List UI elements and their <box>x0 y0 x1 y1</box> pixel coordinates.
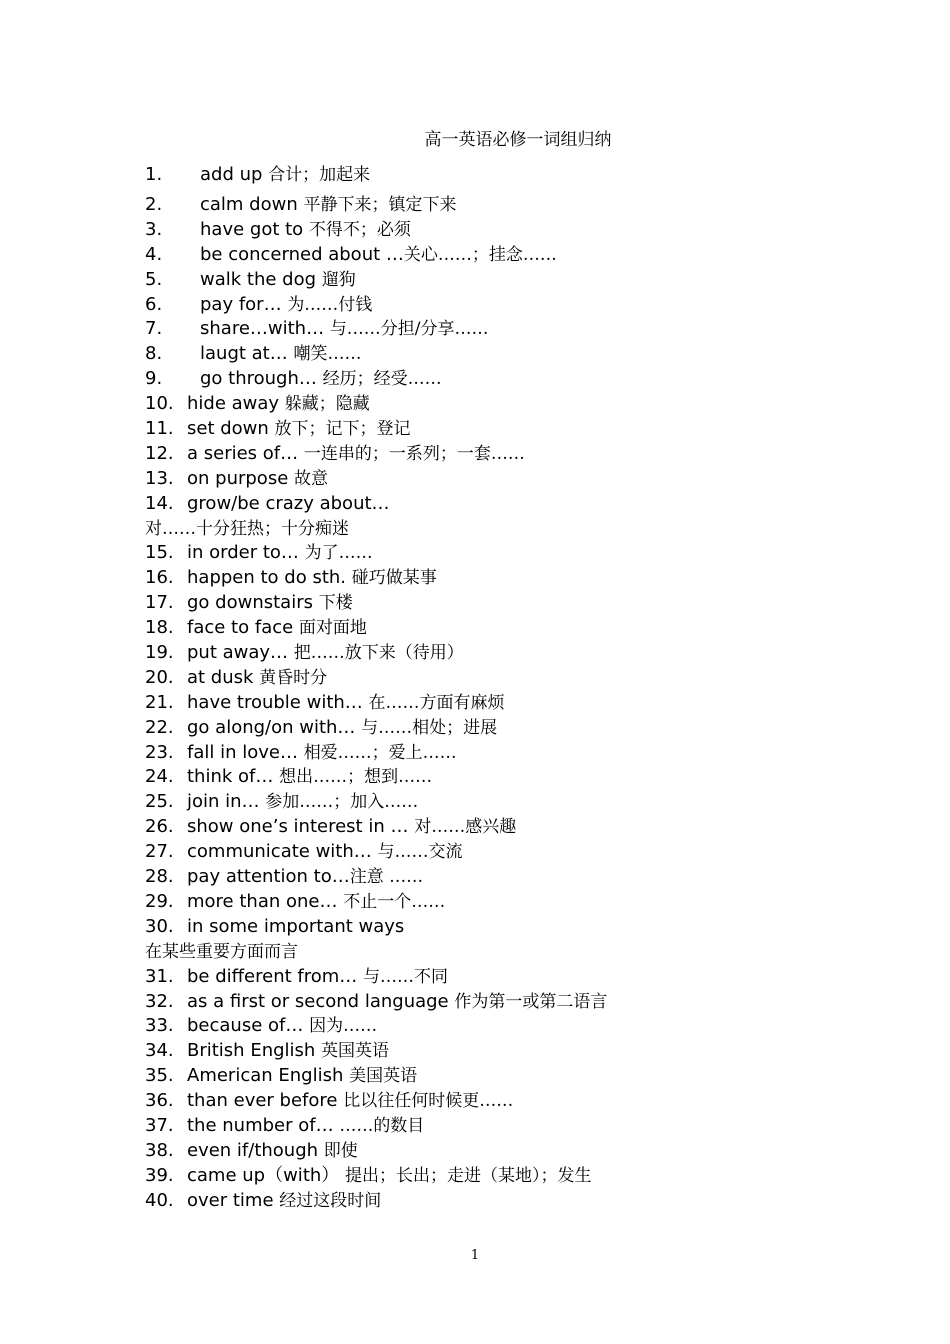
english-phrase: laugt at… <box>200 343 294 365</box>
item-number: 1. <box>145 164 163 185</box>
list-item <box>145 990 905 1015</box>
list-item <box>145 417 905 442</box>
english-phrase: put away… <box>187 642 294 664</box>
list-item <box>145 243 905 268</box>
item-number: 17. <box>145 592 174 614</box>
chinese-meaning: 与……不同 <box>363 966 449 987</box>
english-phrase: be different from… <box>187 965 364 987</box>
english-phrase: set down <box>187 418 275 440</box>
item-number: 26. <box>145 816 174 838</box>
chinese-meaning-wrapped: 对……十分狂热；十分痴迷 <box>145 518 349 539</box>
item-number: 32. <box>145 990 174 1012</box>
item-number: 6. <box>145 293 163 315</box>
list-item <box>145 840 905 865</box>
chinese-meaning: 面对面地 <box>298 618 367 639</box>
chinese-meaning: 与……分担/分享…… <box>329 319 489 340</box>
english-phrase: at dusk <box>187 666 260 688</box>
chinese-meaning: 即使 <box>323 1140 358 1161</box>
item-number: 28. <box>145 866 174 888</box>
item-number: 19. <box>145 642 174 664</box>
english-phrase: face to face <box>187 617 299 639</box>
chinese-meaning: 对……感兴趣 <box>414 817 517 838</box>
item-number: 11. <box>145 418 174 440</box>
list-item <box>145 666 905 691</box>
chinese-meaning: 注意 …… <box>349 867 424 888</box>
english-phrase: came up（with） <box>187 1164 346 1186</box>
english-phrase: over time <box>187 1189 280 1211</box>
item-number: 38. <box>145 1139 174 1161</box>
chinese-meaning: 下楼 <box>318 593 353 614</box>
english-phrase: American English <box>187 1065 350 1087</box>
item-number: 10. <box>145 393 174 415</box>
english-phrase: think of… <box>187 766 280 788</box>
chinese-meaning-wrapped: 在某些重要方面而言 <box>145 941 298 962</box>
item-number: 3. <box>145 218 163 240</box>
item-number: 35. <box>145 1065 174 1087</box>
item-number: 4. <box>145 243 163 265</box>
list-item <box>145 741 905 766</box>
item-number: 34. <box>145 1040 174 1062</box>
list-item <box>145 467 905 492</box>
chinese-meaning: 英国英语 <box>321 1041 390 1062</box>
english-phrase: than ever before <box>187 1090 344 1112</box>
english-phrase: the number of… <box>187 1114 340 1136</box>
list-item <box>145 442 905 467</box>
document-title: 高一英语必修一词组归纳 <box>424 130 612 150</box>
chinese-meaning: 相爱……；爱上…… <box>303 742 457 763</box>
english-phrase: British English <box>187 1040 322 1062</box>
item-number: 5. <box>145 268 163 290</box>
chinese-meaning: 提出；长出；走进（某地）；发生 <box>345 1165 592 1186</box>
item-number: 13. <box>145 467 174 489</box>
english-phrase: more than one… <box>187 890 344 912</box>
item-number: 30. <box>145 915 174 937</box>
list-item <box>145 293 905 318</box>
list-item <box>145 342 905 367</box>
english-phrase: communicate with… <box>187 841 378 863</box>
english-phrase: in order to… <box>187 542 305 564</box>
english-phrase: join in… <box>187 791 266 813</box>
english-phrase: be concerned about … <box>200 243 404 265</box>
chinese-meaning: 与……交流 <box>377 842 463 863</box>
chinese-meaning: 经过这段时间 <box>279 1190 382 1211</box>
chinese-meaning: 不得不；必须 <box>308 219 411 240</box>
list-item <box>145 392 905 417</box>
list-item <box>145 193 905 218</box>
english-phrase: even if/though <box>187 1139 324 1161</box>
chinese-meaning: 黄昏时分 <box>259 667 328 688</box>
item-number: 22. <box>145 716 174 738</box>
list-item <box>145 492 905 517</box>
item-number: 2. <box>145 194 163 215</box>
item-number: 18. <box>145 617 174 639</box>
item-number: 36. <box>145 1090 174 1112</box>
list-item <box>145 1089 905 1114</box>
list-item <box>145 1064 905 1089</box>
item-number: 9. <box>145 368 163 390</box>
chinese-meaning: 想出……；想到…… <box>279 767 433 788</box>
item-number: 21. <box>145 691 174 713</box>
english-phrase: go downstairs <box>187 592 319 614</box>
english-phrase: pay for… <box>200 293 288 315</box>
list-item <box>145 1139 905 1164</box>
chinese-meaning: 美国英语 <box>349 1066 418 1087</box>
item-number: 7. <box>145 318 163 340</box>
chinese-meaning: 把……放下来（待用） <box>293 643 464 664</box>
english-phrase: a series of… <box>187 442 304 464</box>
list-item <box>145 591 905 616</box>
chinese-meaning: 不止一个…… <box>343 891 446 912</box>
english-phrase: go along/on with… <box>187 716 362 738</box>
list-item <box>145 566 905 591</box>
list-item <box>145 268 905 293</box>
english-phrase: pay attention to… <box>187 866 350 888</box>
item-number: 39. <box>145 1164 174 1186</box>
list-item <box>145 1114 905 1139</box>
list-item <box>145 1039 905 1064</box>
chinese-meaning: 平静下来；镇定下来 <box>303 195 457 215</box>
english-phrase: add up <box>200 164 269 185</box>
english-phrase: on purpose <box>187 467 294 489</box>
english-phrase: hide away <box>187 393 285 415</box>
english-phrase: in some important ways <box>187 915 405 937</box>
english-phrase: calm down <box>200 194 304 215</box>
list-item <box>145 765 905 790</box>
chinese-meaning: 参加……；加入…… <box>265 792 419 813</box>
list-item <box>145 160 905 193</box>
item-number: 24. <box>145 766 174 788</box>
list-item <box>145 865 905 890</box>
list-item <box>145 965 905 990</box>
chinese-meaning: 关心……；挂念…… <box>403 244 557 265</box>
list-item <box>145 1014 905 1039</box>
chinese-meaning: 合计；加起来 <box>268 165 371 185</box>
chinese-meaning: 在……方面有麻烦 <box>368 692 505 713</box>
english-phrase: because of… <box>187 1015 310 1037</box>
chinese-meaning: 放下；记下；登记 <box>274 419 411 440</box>
page-number: 1 <box>470 1248 480 1263</box>
english-phrase: as a first or second language <box>187 990 455 1012</box>
english-phrase: have got to <box>200 218 309 240</box>
list-item <box>145 616 905 641</box>
english-phrase: happen to do sth. <box>187 567 352 589</box>
list-item <box>145 790 905 815</box>
item-number: 16. <box>145 567 174 589</box>
list-item <box>145 915 905 940</box>
chinese-meaning: 与……相处；进展 <box>361 717 498 738</box>
chinese-meaning: 因为…… <box>309 1016 378 1037</box>
chinese-meaning: 故意 <box>294 468 328 489</box>
item-number: 20. <box>145 666 174 688</box>
item-number: 15. <box>145 542 174 564</box>
list-item <box>145 541 905 566</box>
list-item <box>145 1189 905 1214</box>
list-item <box>145 317 905 342</box>
chinese-meaning: 经历；经受…… <box>322 369 442 390</box>
english-phrase: go through… <box>200 368 323 390</box>
list-item <box>145 218 905 243</box>
chinese-meaning: 一连串的；一系列；一套…… <box>303 443 525 464</box>
item-number: 8. <box>145 343 163 365</box>
item-number: 31. <box>145 965 174 987</box>
chinese-meaning: 嘲笑…… <box>293 344 362 365</box>
english-phrase: fall in love… <box>187 741 304 763</box>
item-number: 29. <box>145 890 174 912</box>
list-item <box>145 1164 905 1189</box>
phrase-list <box>145 160 905 1214</box>
item-number: 23. <box>145 741 174 763</box>
english-phrase: have trouble with… <box>187 691 369 713</box>
item-number: 40. <box>145 1189 174 1211</box>
chinese-meaning: 比以往任何时候更…… <box>343 1091 514 1112</box>
chinese-meaning: 躲藏；隐藏 <box>284 394 370 415</box>
list-item <box>145 641 905 666</box>
item-number: 12. <box>145 442 174 464</box>
chinese-meaning: 为……付钱 <box>287 294 373 315</box>
item-number: 25. <box>145 791 174 813</box>
chinese-meaning: 碰巧做某事 <box>351 568 437 589</box>
english-phrase: show one’s interest in … <box>187 816 415 838</box>
list-item <box>145 815 905 840</box>
list-item <box>145 890 905 915</box>
list-item <box>145 691 905 716</box>
english-phrase: grow/be crazy about… <box>187 492 390 514</box>
chinese-meaning: 作为第一或第二语言 <box>454 991 608 1012</box>
list-item <box>145 716 905 741</box>
english-phrase: walk the dog <box>200 268 322 290</box>
chinese-meaning: 遛狗 <box>321 269 356 290</box>
english-phrase: share…with… <box>200 318 330 340</box>
item-number: 33. <box>145 1015 174 1037</box>
chinese-meaning: ……的数目 <box>339 1115 425 1136</box>
list-item <box>145 367 905 392</box>
item-number: 14. <box>145 492 174 514</box>
item-number: 27. <box>145 841 174 863</box>
item-number: 37. <box>145 1114 174 1136</box>
chinese-meaning: 为了…… <box>304 543 373 564</box>
